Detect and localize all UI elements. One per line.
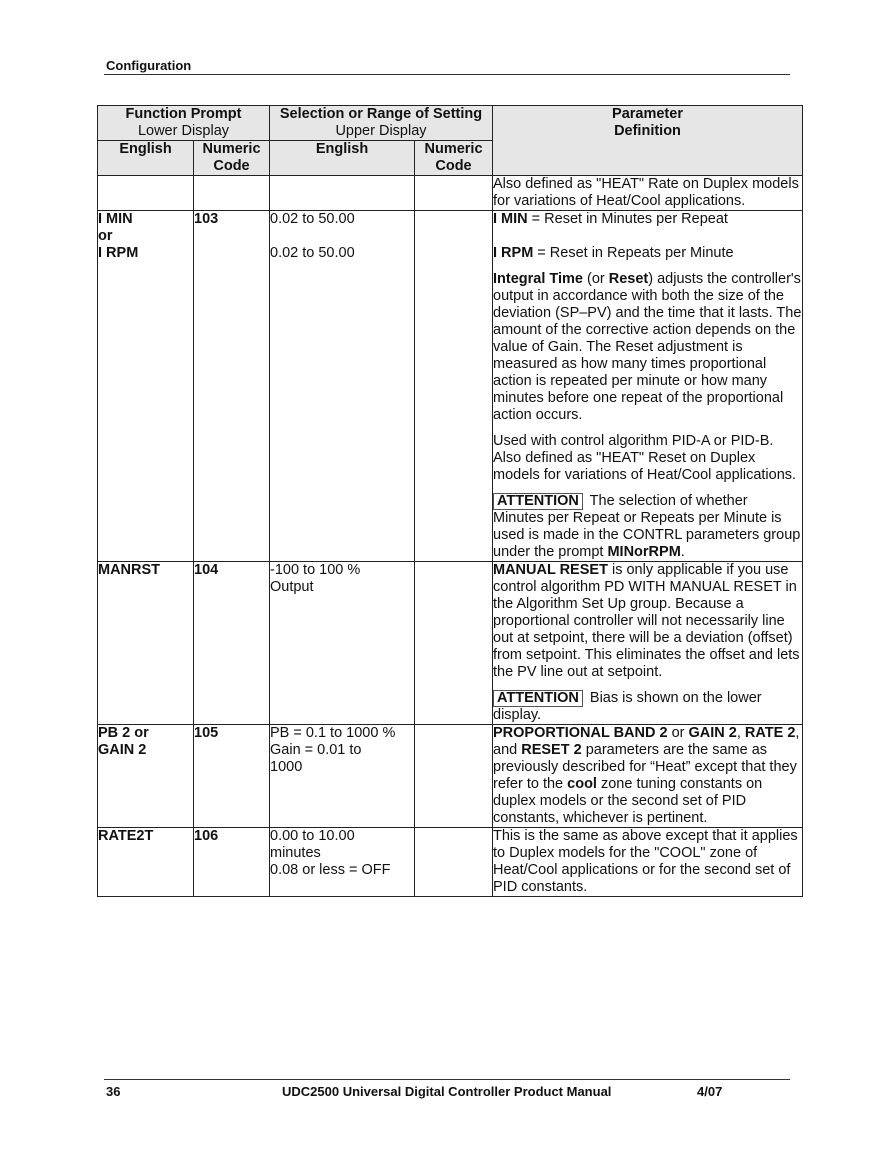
numeric-header-line2: Code [213,158,250,174]
parameter-header-line2: Definition [614,123,681,139]
prompt-line: GAIN 2 [98,742,147,758]
code-cell: 105 [194,725,270,828]
definition-cell [493,562,803,725]
definition-paragraph [493,562,802,681]
prompt-cell [98,725,194,828]
function-prompt-header [98,106,270,141]
range-code-cell [415,211,493,562]
table-row [98,176,803,211]
term-text: ) adjusts the controller's output in accordance with both the size of the deviation (SP–PV) and the time that it lasts. The amount of the corrective action depends on the value of Gain. The Reset adjustment is measured as how many times proportional action is repeated per minute or how many minutes before one repeat of the proportional action occurs. [493,271,802,423]
term-text: , [736,725,745,741]
prompt-cell: MANRST [98,562,194,725]
function-prompt-subtitle: Lower Display [137,123,230,139]
attention-note [493,493,802,561]
definition-paragraph [493,725,802,827]
range-line: 0.08 or less = OFF [270,862,391,878]
page-number: 36 [106,1084,121,1099]
term-text: is only applicable if you use control algorithm PD WITH MANUAL RESET in the Algorithm Set Up group. Because a proportional controller will not necessarily line out at setpoint, there will be a deviation (offset) from setpoint. This eliminates the offset and lets the PV line out at setpoint. [493,562,800,680]
prompt-cell [98,211,194,562]
prompt-numeric-header [194,141,270,176]
term-text: (or [582,271,609,287]
prompt-line: PB 2 or [98,725,149,741]
term-text: or [667,725,689,741]
table-header-row [98,106,803,141]
range-code-cell [415,828,493,897]
attention-label: ATTENTION [493,690,583,707]
table-row [98,828,803,897]
range-code-cell [415,725,493,828]
term-text: = Reset in Minutes per Repeat [527,211,728,227]
table-row [98,211,803,562]
prompt-line: I MIN [98,211,133,227]
definition-cell [493,211,803,562]
numeric-header-line1: Numeric [424,141,483,157]
range-cell [270,562,415,725]
range-code-cell [415,562,493,725]
term-text: = Reset in Repeats per Minute [533,245,734,261]
footer-rule [104,1079,790,1080]
attention-label: ATTENTION [493,493,583,510]
definition-line [493,245,802,262]
parameter-definition-header [493,106,803,176]
selection-english-header: English [270,141,415,176]
selection-numeric-header [415,141,493,176]
term: Integral Time [493,271,583,287]
range-line: 0.02 to 50.00 [270,211,355,227]
range-code-cell [415,176,493,211]
selection-subtitle: Upper Display [335,123,427,139]
term-text: , and [493,725,800,758]
definition-text: This is the same as above except that it applies to Duplex models for the "COOL" zone of Heat/Cool applications or for the second set of PID constants. [493,828,798,895]
configuration-table [97,105,803,897]
code-cell: 104 [194,562,270,725]
term-text: . [680,544,685,560]
term: MINorRPM [607,544,681,560]
term: I MIN [493,211,528,227]
term: RATE 2 [744,725,796,741]
term: I RPM [493,245,534,261]
range-line: Output [270,579,314,595]
publication-date: 4/07 [697,1084,723,1099]
range-cell [270,725,415,828]
term: RESET 2 [521,742,582,758]
range-line: -100 to 100 % [270,562,361,578]
function-prompt-title: Function Prompt [125,106,242,122]
term: GAIN 2 [688,725,737,741]
prompt-line: or [98,228,113,244]
page-section-title: Configuration [106,58,192,73]
range-cell [270,828,415,897]
prompt-cell: RATE2T [98,828,194,897]
prompt-line: I RPM [98,245,139,261]
term: Reset [608,271,649,287]
numeric-header-line1: Numeric [202,141,261,157]
code-cell: 106 [194,828,270,897]
table-row [98,562,803,725]
selection-title: Selection or Range of Setting [279,106,483,122]
range-line: minutes [270,845,321,861]
attention-text: Bias is shown on the lower display. [493,690,762,723]
range-line: 0.02 to 50.00 [270,245,355,261]
term-text: parameters are the same as previously described for “Heat” except that they refer to the [493,742,797,792]
numeric-header-line2: Code [435,158,472,174]
range-cell [270,176,415,211]
prompt-english-header: English [98,141,194,176]
header-rule [104,74,790,75]
parameter-header-line1: Parameter [612,106,683,122]
term: MANUAL RESET [493,562,608,578]
term: PROPORTIONAL BAND 2 [493,725,668,741]
definition-text: Also defined as "HEAT" Rate on Duplex models for variations of Heat/Cool applications. [493,176,799,209]
manual-title: UDC2500 Universal Digital Controller Product Manual [282,1084,612,1099]
range-cell [270,211,415,562]
definition-line [493,211,802,228]
attention-note [493,690,802,724]
term-text: zone tuning constants on duplex models or the second set of PID constants, whichever is pertinent. [493,776,763,826]
term: cool [567,776,597,792]
range-line: PB = 0.1 to 1000 % [270,725,396,741]
definition-paragraph [493,271,802,424]
attention-text: The selection of whether Minutes per Repeat or Repeats per Minute is used is made in the CONTRL parameters group under the prompt [493,493,801,560]
definition-cell [493,828,803,897]
prompt-cell [98,176,194,211]
definition-cell [493,176,803,211]
selection-header [270,106,493,141]
range-line: Gain = 0.01 to [270,742,362,758]
code-cell [194,176,270,211]
definition-cell [493,725,803,828]
range-line: 1000 [270,759,303,775]
table-row [98,725,803,828]
definition-paragraph: Used with control algorithm PID-A or PID-B. Also defined as "HEAT" Reset on Duplex models for variations of Heat/Cool applications. [493,433,797,483]
range-line: 0.00 to 10.00 [270,828,355,844]
code-cell: 103 [194,211,270,562]
